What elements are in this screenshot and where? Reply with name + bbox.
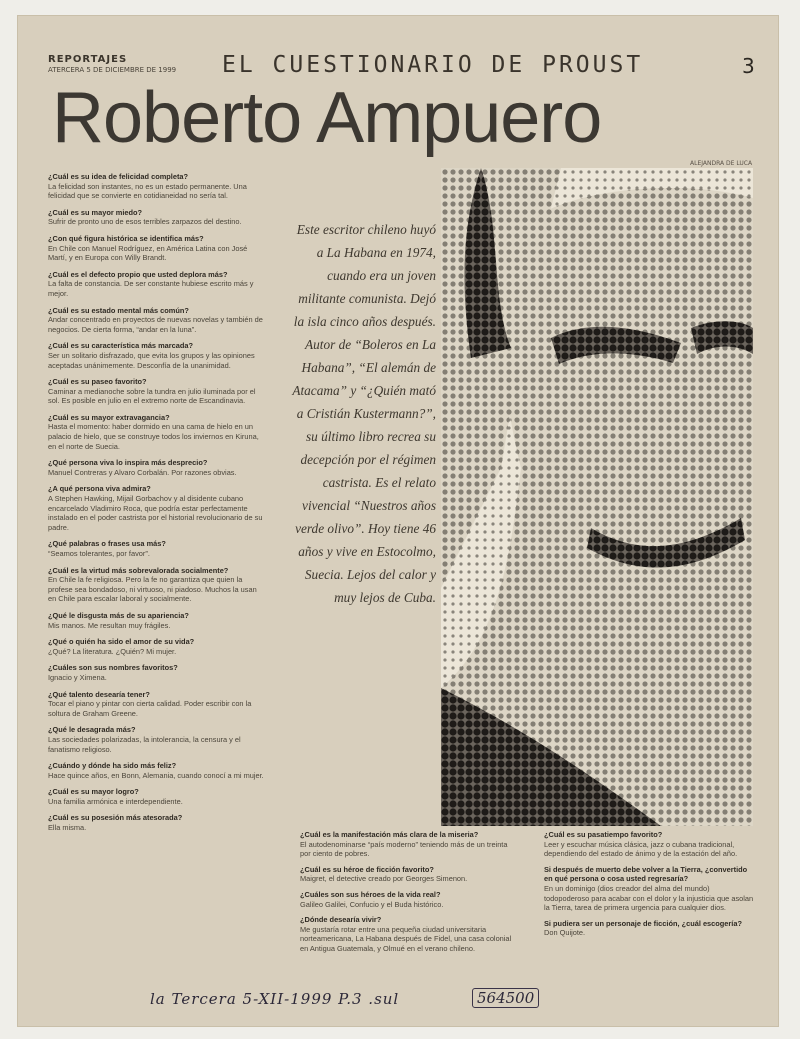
answer: Galileo Galilei, Confucio y el Buda histórico. [300,899,444,909]
series-title: EL CUESTIONARIO DE PROUST [222,52,644,78]
question: ¿Cuál es su idea de felicidad completa? [48,172,189,181]
dateline: ATERCERA 5 DE DICIEMBRE DE 1999 [48,66,177,74]
question: ¿Cuál es su mayor miedo? [48,207,143,217]
author-portrait [441,168,753,826]
qa-item [300,830,520,859]
qa-item [544,865,756,913]
qa-item [48,458,264,477]
answer: Maigret, el detective creado por Georges Simenon. [300,874,468,884]
qa-item [300,865,520,884]
qa-item [48,690,264,719]
answer: A Stephen Hawking, Mijail Gorbachov y al disidente cubano encarcelado Vladimiro Roca, que podría estar perfectamente instalado en el poder castrista por el historial revolucionario de su padre. [48,494,263,532]
question: ¿Cuál es la manifestación más clara de la miseria? [300,830,479,839]
question: ¿Cuál es el defecto propio que usted deplora más? [48,269,228,279]
question: ¿Cuál es su característica más marcada? [48,341,194,351]
answer: Caminar a medianoche sobre la tundra en julio iluminada por el sol. Es posible en julio en el extremo norte de Escandinavia. [48,386,256,406]
answer: Sufrir de pronto uno de esos terribles zarpazos del destino. [48,217,242,227]
question: ¿Qué palabras o frases usa más? [48,539,166,549]
qa-item [544,919,756,938]
qa-item [48,377,264,406]
question: ¿Cuál es la virtud más sobrevalorada socialmente? [48,565,229,575]
question: ¿Qué persona viva lo inspira más desprecio? [48,458,208,468]
answer: “Seamos tolerantes, por favor”. [48,549,150,558]
question: Si pudiera ser un personaje de ficción, ¿cuál escogería? [544,918,742,928]
question: ¿Cuál es su posesión más atesorada? [48,813,183,823]
answer: En un dominigo (dios creador del alma del mundo) todopoderoso para acabar con el dolor y la injusticia que asolan la Tierra, tarea de primera urgencia para cualquier dios. [544,883,754,913]
answer: Manuel Contreras y Alvaro Corbalán. Por razones obvias. [48,467,237,477]
question: ¿Cuáles son sus nombres favoritos? [48,663,178,673]
qa-item [48,484,264,532]
qa-item [48,761,264,780]
qa-item [48,539,264,558]
answer: Leer y escuchar música clásica, jazz o cubana tradicional, dependiendo del estado de ánimo y de la estación del año. [544,839,738,859]
qa-item [48,234,264,263]
intro-text: Este escritor chileno huyó a La Habana en 1974, cuando era un joven militante comunista. Dejó la isla cinco años después. Autor de “Boleros en La Habana”, “El alemán de Atacama” y “¿Quién mató a Cristián Kustermann?”, su último libro recrea su decepción por el régimen castrista. Es el relato vivencial “Nuestros años verde olivo”. Hoy tiene 46 años y vive en Estocolmo, Suecia. Lejos del calor y muy lejos de Cuba. [292,222,436,605]
answer: La falta de constancia. De ser constante hubiese escrito más y mejor. [48,279,254,298]
answer: La felicidad son instantes, no es un estado permanente. Una felicidad que se convierte en cotidianeidad no sería tal. [48,181,247,201]
qa-item [48,611,264,630]
qa-item [48,172,264,201]
qa-column-left [48,172,264,840]
answer: Hasta el momento: haber dormido en una cama de hielo en un palacio de hielo, que se construye todos los inviernos en Kiruna, en el norte de Suecia. [48,422,259,451]
question: ¿Qué o quién ha sido el amor de su vida? [48,637,195,647]
question: ¿Cuál es su héroe de ficción favorito? [300,864,434,874]
answer: ¿Qué? La literatura. ¿Quién? Mi mujer. [48,646,177,656]
answer: Tocar el piano y pintar con cierta calidad. Poder escribir con la soltura de Graham Greene. [48,699,252,718]
answer: En Chile la fe religiosa. Pero la fe no garantiza que quien la profese sea bondadoso, ni virtuoso, ni piadoso. Muchos la usan en Chile para escalar laboral y socialmente. [48,575,257,604]
answer: Mis manos. Me resultan muy frágiles. [48,620,171,630]
question: ¿A qué persona viva admira? [48,484,151,494]
question: ¿Qué talento desearía tener? [48,689,150,699]
question: ¿Cuál es su pasatiempo favorito? [544,830,663,839]
photo-credit: ALEJANDRA DE LUCA [690,160,753,167]
answer: Don Quijote. [544,928,586,938]
question: ¿Cuál es su mayor extravagancia? [48,412,170,422]
answer: Me gustaría rotar entre una pequeña ciudad universitaria norteamericana, La Habana después de Fidel, una casa colonial en Antigua Guatemala, y Olmué en el verano chileno. [300,924,512,953]
handwritten-citation: la Tercera 5-XII-1999 P.3 .sul [150,990,400,1008]
qa-item [48,208,264,227]
answer: Ser un solitario disfrazado, que evita los grupos y las opiniones aceptadas unánimemente. Desconfía de la unanimidad. [48,350,255,370]
question: Si después de muerto debe volver a la Tierra, ¿convertido en qué persona o cosa usted regresaría? [544,864,748,884]
question: ¿Dónde desearía vivir? [300,915,382,925]
page-number: 3 [742,54,755,78]
qa-column-right [544,830,756,944]
answer: Andar concentrado en proyectos de nuevas novelas y también de negocios. De cierta forma, “andar en la luna”. [48,315,263,334]
qa-item [48,663,264,682]
question: ¿Con qué figura histórica se identifica más? [48,233,204,243]
answer: Hace quince años, en Bonn, Alemania, cuando conocí a mi mujer. [48,770,264,780]
qa-item [48,270,264,299]
qa-item [48,637,264,656]
question: ¿Cuál es su estado mental más común? [48,305,189,315]
question: ¿Cuándo y dónde ha sido más feliz? [48,761,177,771]
answer: Ignacio y Ximena. [48,672,107,682]
qa-item [48,725,264,754]
section-label: REPORTAJES [48,54,128,65]
answer: En Chile con Manuel Rodríguez, en América Latina con José Martí, y en Europa con Willy Brandt. [48,243,248,263]
answer: Ella misma. [48,823,87,833]
archive-number: 564500 [472,988,539,1008]
qa-item [300,890,520,909]
qa-item [48,566,264,604]
qa-item [48,787,264,806]
qa-item [48,306,264,335]
question: ¿Qué le desagrada más? [48,725,136,735]
qa-item [48,341,264,370]
qa-item [544,830,756,859]
answer: El autodenominarse “país moderno” teniendo más de un treinta por ciento de pobres. [300,839,508,859]
question: ¿Cuál es su paseo favorito? [48,377,147,387]
question: ¿Cuáles son sus héroes de la vida real? [300,889,441,899]
qa-item [48,413,264,451]
answer: Una familia armónica e interdependiente. [48,796,183,806]
qa-column-middle [300,830,520,960]
answer: Las sociedades polarizadas, la intolerancia, la censura y el fanatismo religioso. [48,734,241,754]
page-title: Roberto Ampuero [52,78,602,158]
question: ¿Cuál es su mayor logro? [48,787,139,797]
question: ¿Qué le disgusta más de su apariencia? [48,610,189,620]
qa-item [48,813,264,832]
qa-item [300,915,520,953]
